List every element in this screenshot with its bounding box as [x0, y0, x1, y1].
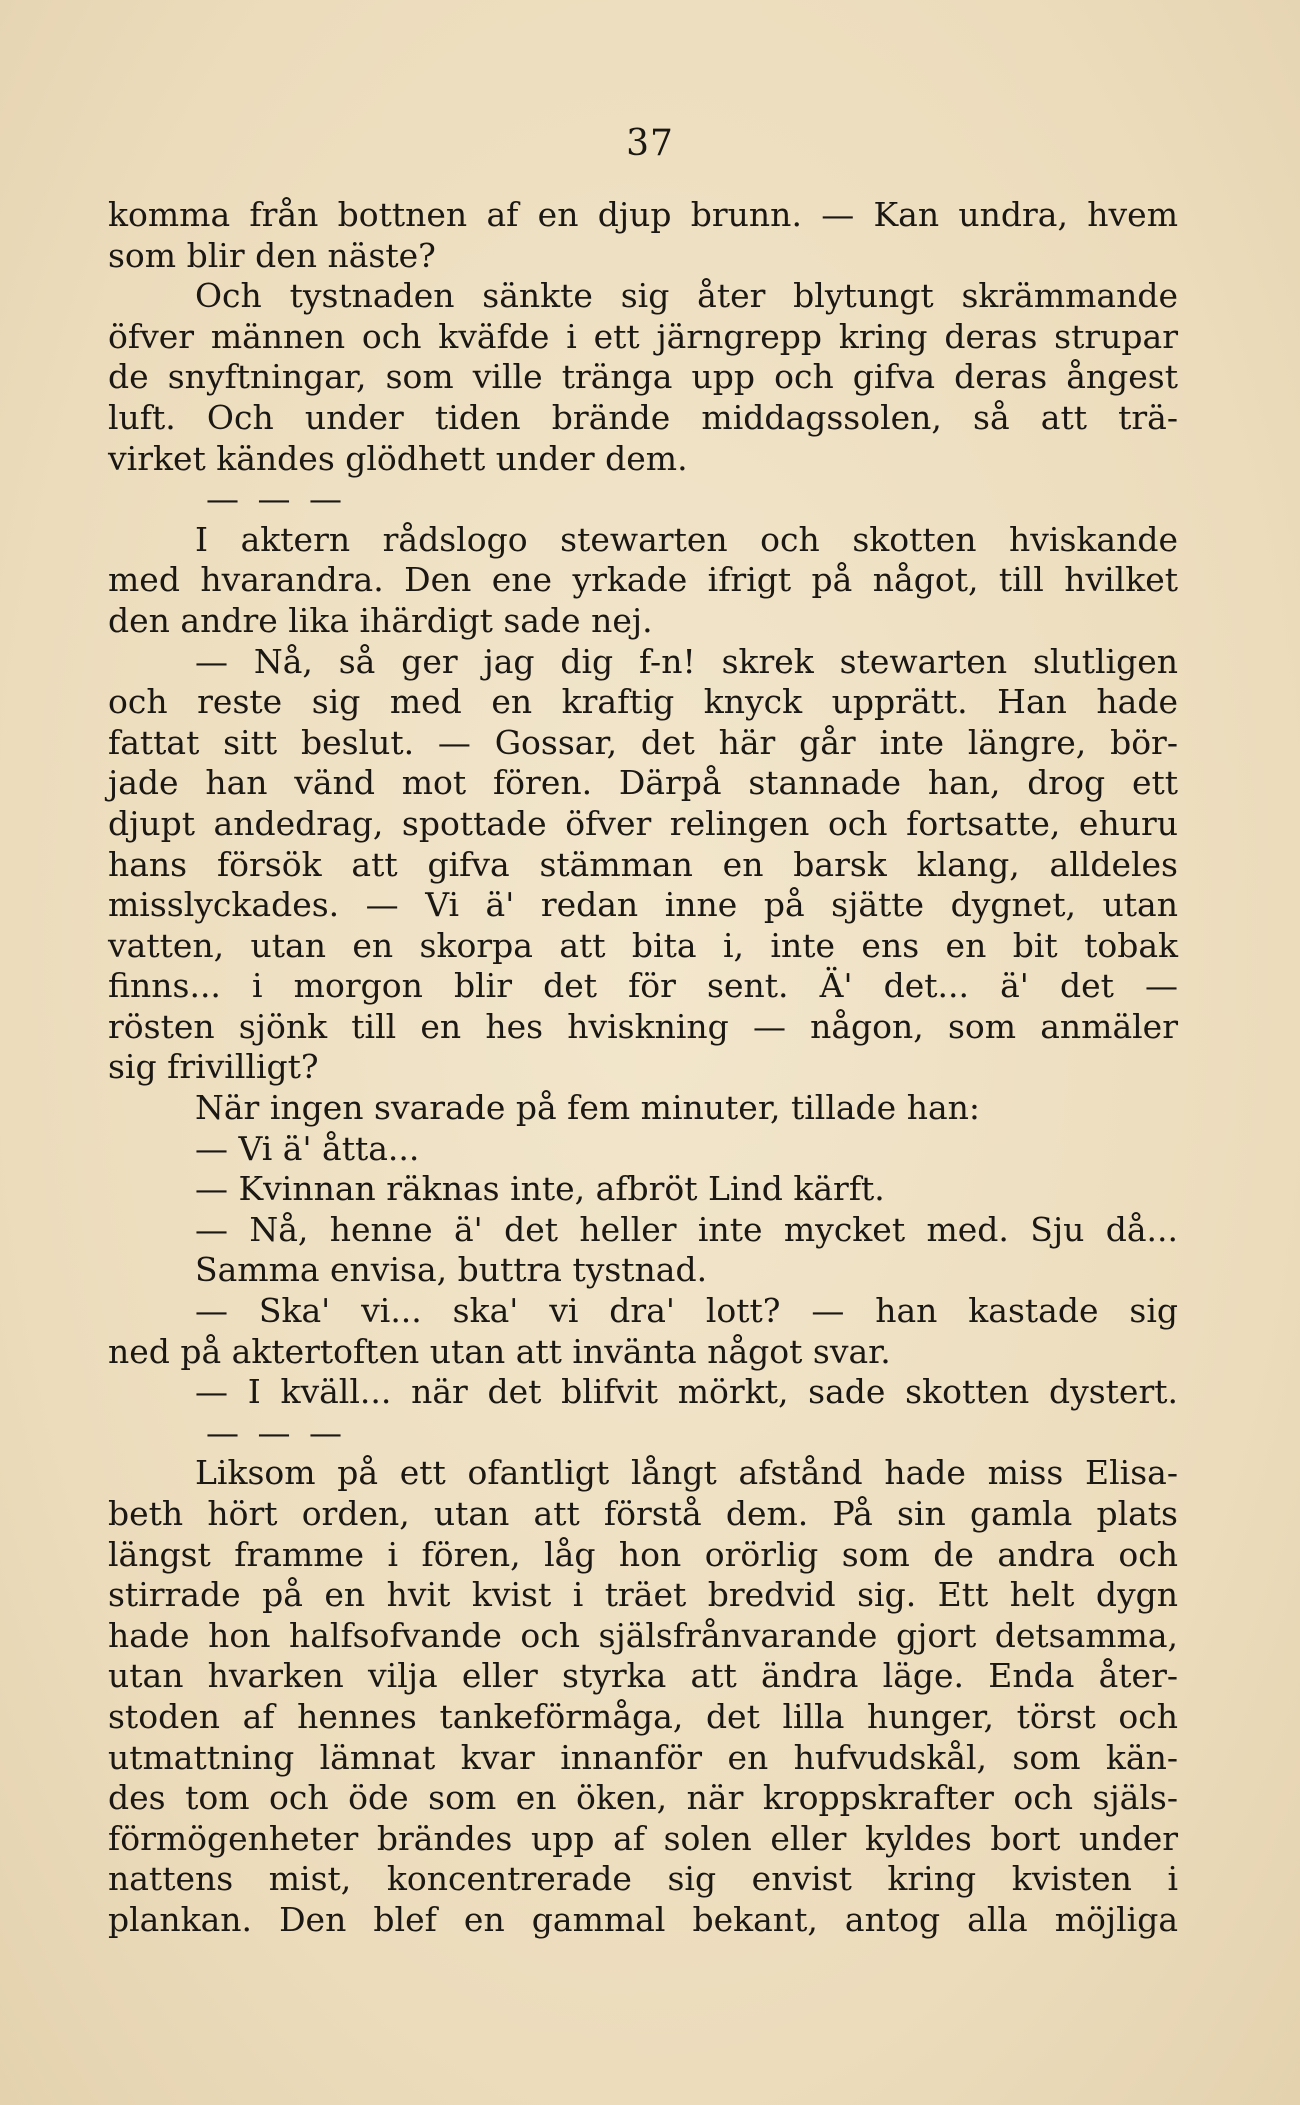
text-line: djupt andedrag, spottade öfver relingen och fortsatte, ehuru: [108, 803, 1178, 843]
section-break: — — —: [206, 479, 346, 519]
text-line: — Kvinnan räknas inte, afbröt Lind kärft.: [195, 1169, 885, 1209]
text-line: rösten sjönk till en hes hviskning — någon, som anmäler: [108, 1006, 1178, 1046]
text-line: nattens mist, koncentrerade sig envist kring kvisten i: [108, 1859, 1178, 1899]
text-line: vatten, utan en skorpa att bita i, inte ens en bit tobak: [108, 925, 1178, 965]
text-line: finns... i morgon blir det för sent. Ä' det... ä' det —: [108, 966, 1178, 1006]
text-line: plankan. Den blef en gammal bekant, antog alla möjliga: [108, 1899, 1178, 1939]
text-line: förmögenheter brändes upp af solen eller kyldes bort under: [108, 1818, 1178, 1858]
text-line: I aktern rådslogo stewarten och skotten hviskande: [195, 519, 1178, 559]
text-line: utmattning lämnat kvar innanför en hufvudskål, som kän-: [108, 1737, 1178, 1777]
text-line: fattat sitt beslut. — Gossar, det här går inte längre, bör-: [108, 722, 1178, 762]
text-line: När ingen svarade på fem minuter, tillade han:: [195, 1088, 980, 1128]
text-line: — Nå, så ger jag dig f-n! skrek stewarten slutligen: [195, 641, 1178, 681]
text-line: luft. Och under tiden brände middagssolen, så att trä-: [108, 397, 1178, 437]
text-line: utan hvarken vilja eller styrka att ändra läge. Enda åter-: [108, 1656, 1178, 1696]
text-line: beth hört orden, utan att förstå dem. På sin gamla plats: [108, 1494, 1178, 1533]
page-number: 37: [626, 123, 674, 164]
text-line: stirrade på en hvit kvist i träet bredvid sig. Ett helt dygn: [108, 1575, 1178, 1615]
text-line: — Vi ä' åtta...: [195, 1128, 420, 1168]
section-break: — — —: [206, 1412, 346, 1452]
text-line: den andre lika ihärdigt sade nej.: [108, 600, 653, 640]
text-line: des tom och öde som en öken, när kroppskrafter och själs-: [108, 1778, 1178, 1818]
text-line: hans försök att gifva stämman en barsk klang, alldeles: [108, 844, 1178, 884]
text-line: sig frivilligt?: [108, 1047, 319, 1087]
text-line: misslyckades. — Vi ä' redan inne på sjätte dygnet, utan: [108, 885, 1178, 925]
text-line: — Ska' vi... ska' vi dra' lott? — han kastade sig: [195, 1291, 1178, 1331]
text-line: — I kväll... när det blifvit mörkt, sade skotten dystert.: [195, 1372, 1178, 1412]
text-line: hade hon halfsofvande och själsfrånvarande gjort detsamma,: [108, 1615, 1178, 1655]
text-line: med hvarandra. Den ene yrkade ifrigt på något, till hvilket: [108, 560, 1178, 600]
text-line: stoden af hennes tankeförmåga, det lilla hunger, törst och: [108, 1696, 1178, 1736]
text-line: Och tystnaden sänkte sig åter blytungt skrämmande: [195, 276, 1178, 316]
text-line: Liksom på ett ofantligt långt afstånd hade miss Elisa-: [195, 1453, 1178, 1493]
text-line: öfver männen och kväfde i ett järngrepp kring deras strupar: [108, 316, 1178, 356]
text-line: som blir den näste?: [108, 235, 436, 275]
body-text: [108, 195, 1178, 1941]
text-line: komma från bottnen af en djup brunn. — Kan undra, hvem: [108, 195, 1178, 234]
text-line: jade han vänd mot fören. Därpå stannade han, drog ett: [108, 763, 1178, 803]
text-line: Samma envisa, buttra tystnad.: [195, 1250, 708, 1290]
text-line: ned på aktertoften utan att invänta något svar.: [108, 1331, 891, 1371]
text-line: längst framme i fören, låg hon orörlig som de andra och: [108, 1534, 1178, 1574]
text-line: de snyftningar, som ville tränga upp och gifva deras ångest: [108, 357, 1178, 397]
text-line: virket kändes glödhett under dem.: [108, 438, 688, 478]
text-line: — Nå, henne ä' det heller inte mycket med. Sju då...: [195, 1209, 1178, 1249]
text-line: och reste sig med en kraftig knyck upprätt. Han hade: [108, 682, 1178, 722]
